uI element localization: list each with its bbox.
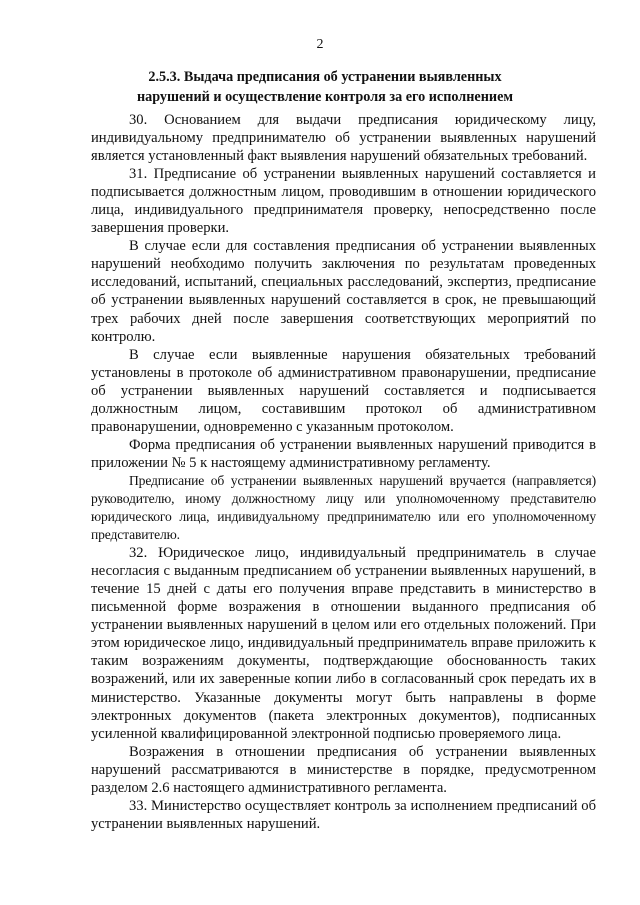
paragraph-31-conclusions: В случае если для составления предписания об устранении выявленных нарушений необходимо получить заключения по результатам проведенных исследований, испытаний, специальных расследований, экспертиз, предписание об устранении выявленных нарушений составляется в срок, не превышающий трех рабочих дней после завершения соответствующих мероприятий по контролю.: [91, 238, 596, 345]
paragraph-31: 31. Предписание об устранении выявленных нарушений составляется и подписывается должностным лицом, проводившим в отношении юридического лица, индивидуального предпринимателя проверку, непосредственно после завершения проверки.: [91, 166, 596, 237]
paragraph-32-objections: Возражения в отношении предписания об устранении выявленных нарушений рассматриваются в министерстве в порядке, предусмотренном разделом 2.6 настоящего административного регламента.: [91, 743, 596, 796]
paragraph-31-protocol: В случае если выявленные нарушения обязательных требований установлены в протоколе об административном правонарушении, предписание об устранении выявленных нарушений составляется и подписывается должностным лицом, составившим протокол об административном правонарушении, одновременно с указанным протоколом.: [91, 346, 596, 435]
section-heading: [90, 67, 560, 107]
section-heading-line-2: нарушений и осуществление контроля за его исполнением: [136, 89, 514, 105]
section-heading-line-1: 2.5.3. Выдача предписания об устранении выявленных: [148, 69, 502, 85]
paragraph-31-form: Форма предписания об устранении выявленных нарушений приводится в приложении № 5 к настоящему административному регламенту.: [91, 436, 596, 471]
paragraph-31-delivery: Предписание об устранении выявленных нарушений вручается (направляется) руководителю, иному должностному лицу или уполномоченному представителю юридического лица, индивидуальному предпринимателю или его уполномоченному представителю.: [91, 472, 596, 543]
document-body: [91, 111, 596, 833]
paragraph-33: 33. Министерство осуществляет контроль за исполнением предписаний об устранении выявленных нарушений.: [91, 797, 596, 832]
paragraph-30: 30. Основанием для выдачи предписания юридическому лицу, индивидуальному предпринимателю об устранении выявленных нарушений является установленный факт выявления нарушений обязательных требований.: [91, 112, 596, 165]
paragraph-32: 32. Юридическое лицо, индивидуальный предприниматель в случае несогласия с выданным предписанием об устранении выявленных нарушений, в течение 15 дней с даты его получения вправе представить в министерство в письменной форме возражения в отношении выданного предписания об устранении выявленных нарушений в целом или его отдельных положений. При этом юридическое лицо, индивидуальный предприниматель вправе приложить к таким возражениям документы, подтверждающие обоснованность таких возражений, или их заверенные копии либо в согласованный срок передать их в министерство. Указанные документы могут быть направлены в форме электронных документов (пакета электронных документов), подписанных усиленной квалифицированной электронной подписью проверяемого лица.: [91, 545, 596, 742]
page-number: 2: [316, 37, 324, 52]
